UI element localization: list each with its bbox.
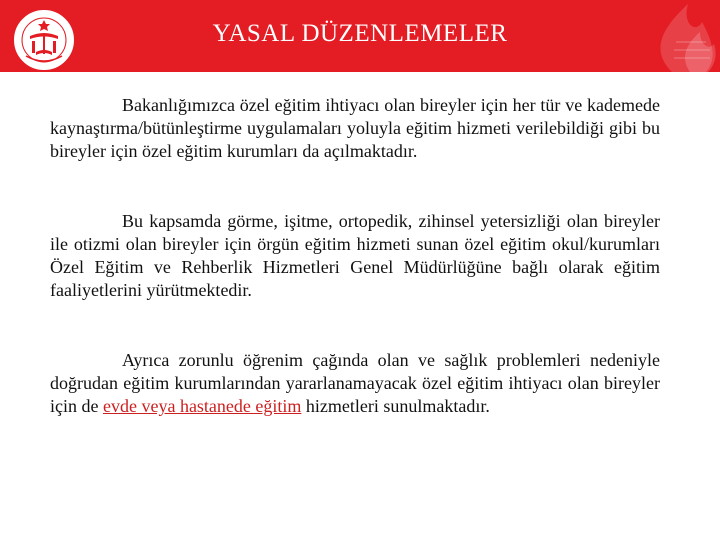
header-bar bbox=[0, 0, 720, 72]
highlighted-phrase: evde veya hastanede eğitim bbox=[102, 396, 302, 416]
paragraph-2: Bu kapsamda görme, işitme, ortopedik, zihinsel yetersizliği olan bireyler ile otizmi olan bireyler için örgün eğitim hizmeti sunan özel eğitim okul/kurumları Özel Eğitim ve Rehberlik Hizmetleri Genel Müdürlüğüne bağlı olarak eğitim faaliyetlerini yürütmektedir. bbox=[50, 211, 660, 300]
flame-decoration-icon bbox=[610, 0, 720, 72]
paragraph-1: Bakanlığımızca özel eğitim ihtiyacı olan bireyler için her tür ve kademede kaynaştırma/bütünleştirme uygulamaları yoluyla eğitim hizmeti verilebildiği gibi bu bireyler için özel eğitim kurumları da açılmaktadır. bbox=[50, 95, 660, 161]
page-title: YASAL DÜZENLEMELER bbox=[212, 20, 508, 47]
paragraph-3-text-before: Ayrıca zorunlu öğrenim çağında olan ve sağlık problemleri nedeniyle doğrudan eğitim kurumlarından yararlanamayacak özel eğitim ihtiyacı olan bireyler için de bbox=[50, 350, 660, 416]
paragraph-3-text-after: hizmetleri sunulmaktadır. bbox=[301, 396, 490, 416]
paragraph-3 bbox=[50, 349, 660, 418]
content-area bbox=[50, 94, 660, 418]
